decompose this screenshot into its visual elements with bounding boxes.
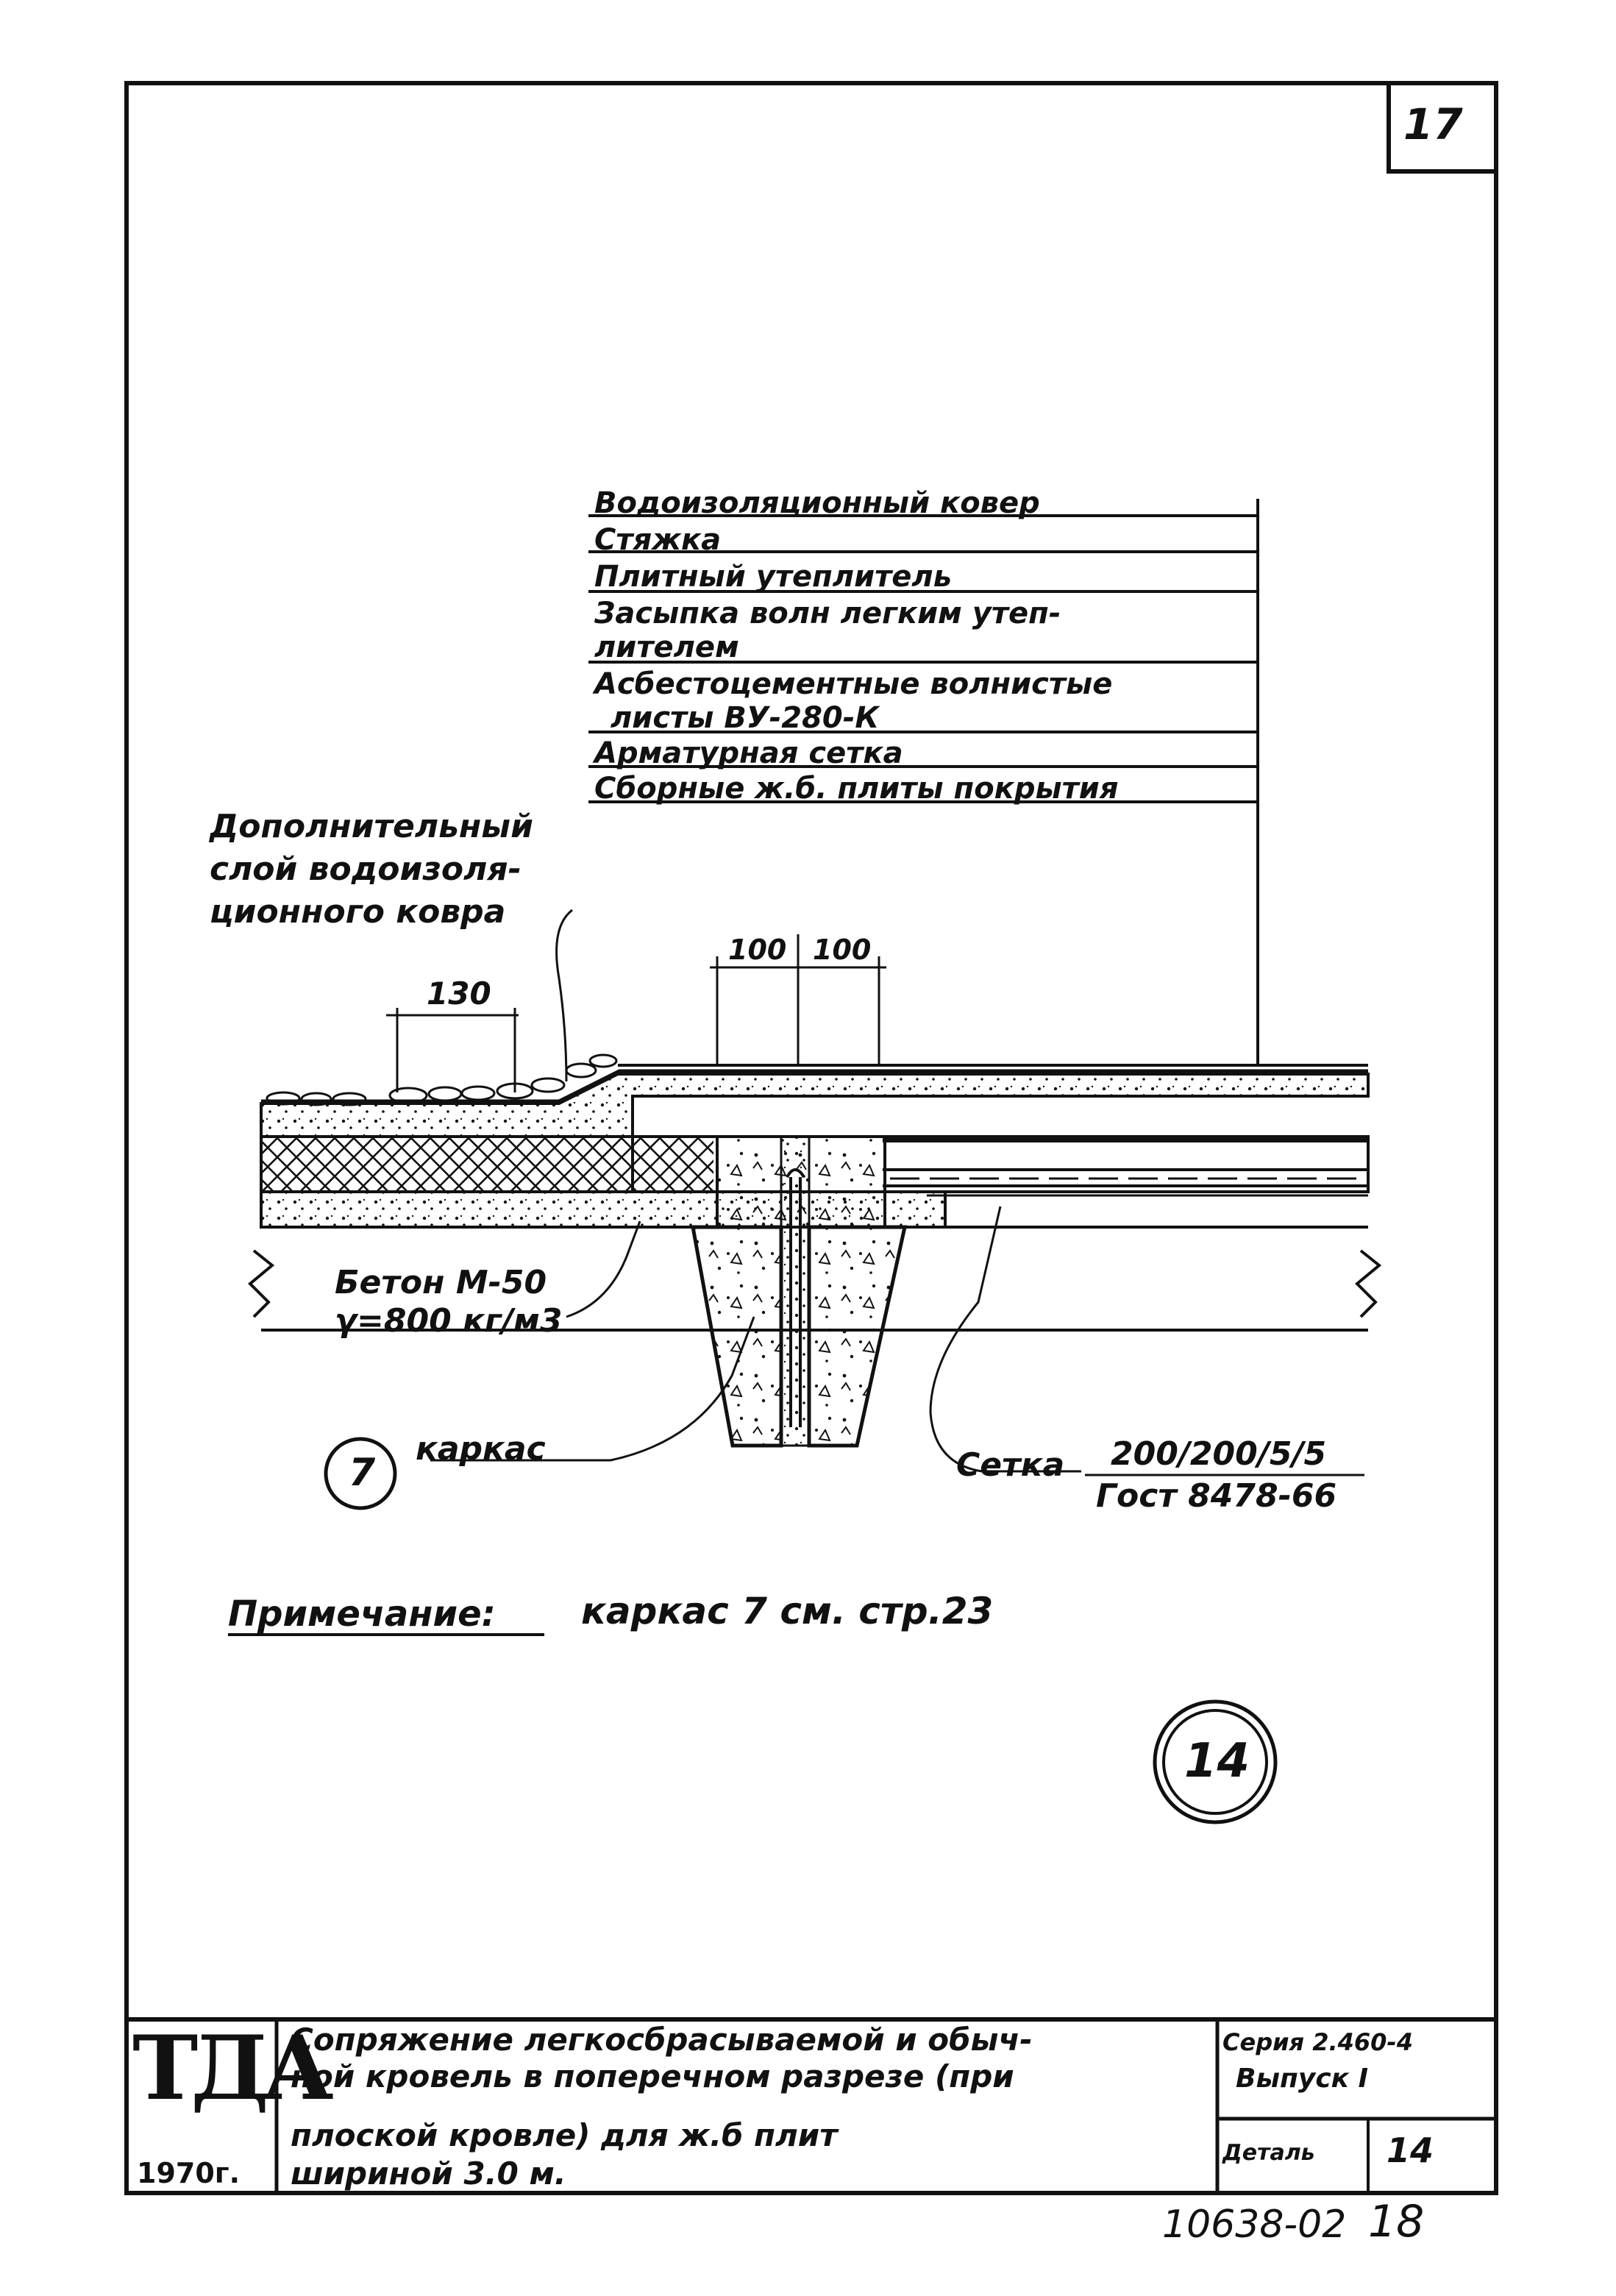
layer-label: Засыпка волн легким утеп- (594, 597, 1061, 630)
dimension-130: 130 (427, 975, 491, 1012)
frame-label: каркас (416, 1430, 546, 1468)
mesh-spec-bottom: Гост 8478-66 (1096, 1477, 1337, 1515)
archive-page: 18 (1368, 2196, 1425, 2247)
layer-label: Асбестоцементные волнистые (594, 667, 1113, 701)
note-text: каркас 7 см. стр.23 (581, 1590, 994, 1632)
layer-label: листы ВУ-280-К (611, 701, 880, 735)
note-heading: Примечание: (228, 1593, 496, 1635)
dimension-100-left: 100 (728, 934, 787, 966)
detail-value: 14 (1387, 2130, 1434, 2170)
description-line: шириной 3.0 м. (291, 2155, 566, 2192)
series-label: Серия 2.460-4 (1222, 2028, 1413, 2056)
extra-layer-line: Дополнительный (210, 808, 533, 845)
layer-label: Водоизоляционный ковер (594, 486, 1040, 520)
concrete-density: γ=800 кг/м3 (335, 1302, 563, 1340)
layer-label: Сборные ж.б. плиты покрытия (594, 772, 1119, 806)
roof-section (250, 1055, 1379, 1446)
layer-label: Плитный утеплитель (594, 560, 952, 594)
archive-code: 10638-02 (1162, 2203, 1347, 2247)
layer-label: лителем (594, 630, 739, 664)
layer-label: Арматурная сетка (594, 736, 903, 770)
mesh-spec-top: 200/200/5/5 (1111, 1435, 1327, 1473)
issue-label: Выпуск I (1236, 2064, 1369, 2094)
logo-year: 1970г. (137, 2157, 241, 2189)
concrete-grade: Бетон М-50 (335, 1264, 547, 1301)
frame-marker-number: 7 (349, 1451, 376, 1495)
extra-layer-line: ционного ковра (210, 893, 506, 931)
logo: ТДА (132, 2016, 327, 2120)
description-line: ной кровель в поперечном разрезе (при (291, 2058, 1014, 2094)
extra-layer-line: слой водоизоля- (210, 850, 522, 888)
dimension-lines (386, 934, 886, 1092)
detail-marker-number: 14 (1184, 1734, 1250, 1788)
dimension-100-right: 100 (813, 934, 872, 966)
description-line: Сопряжение легкосбрасываемой и обыч- (291, 2022, 1033, 2058)
page-number: 17 (1403, 99, 1463, 149)
detail-label: Деталь (1222, 2140, 1315, 2166)
mesh-label: Сетка (956, 1446, 1065, 1484)
description-line: плоской кровле) для ж.б плит (291, 2117, 838, 2153)
layer-label: Стяжка (594, 523, 722, 557)
